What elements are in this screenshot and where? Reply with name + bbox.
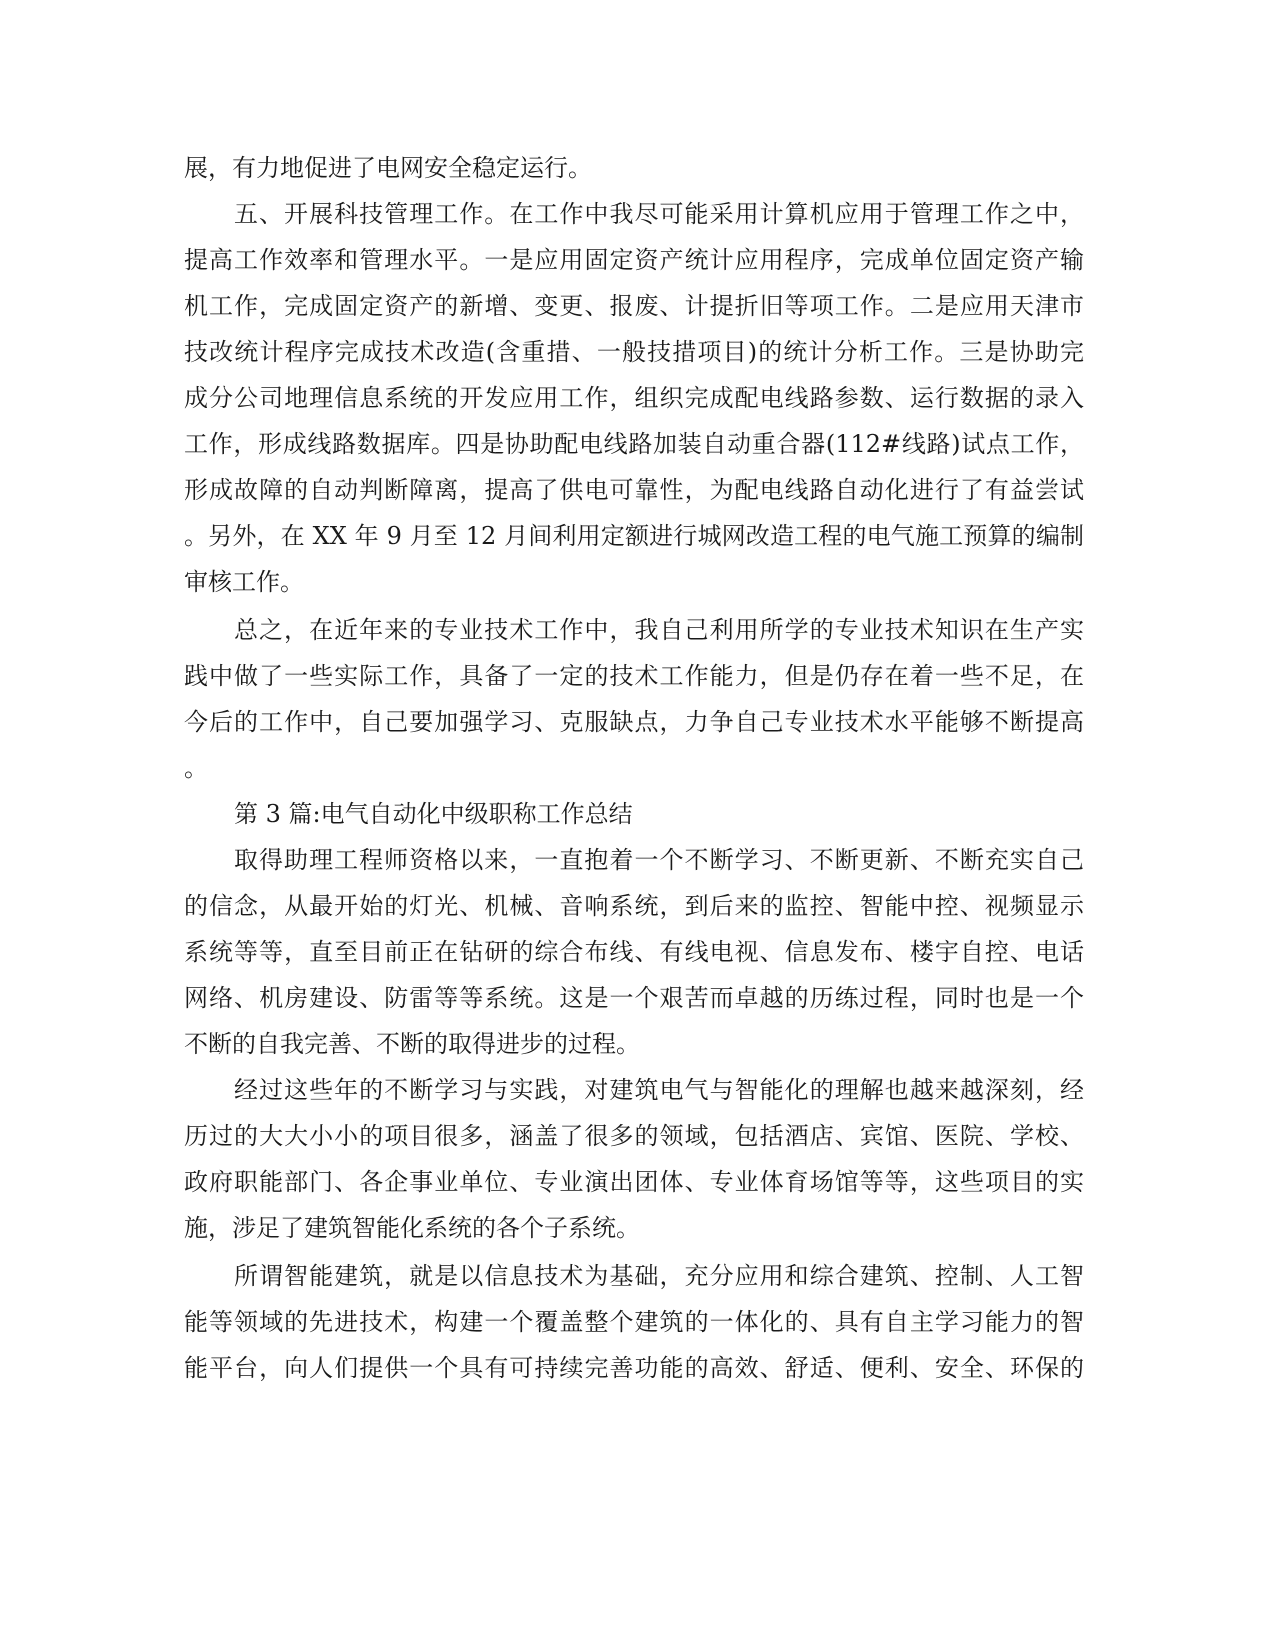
text-line: 能平台，向人们提供一个具有可持续完善功能的高效、舒适、便利、安全、环保的 xyxy=(184,1354,1084,1382)
text-line: 不断的自我完善、不断的取得进步的过程。 xyxy=(184,1030,640,1058)
text-line: 的信念，从最开始的灯光、机械、音响系统，到后来的监控、智能中控、视频显示 xyxy=(184,892,1084,920)
text-line: 五、开展科技管理工作。在工作中我尽可能采用计算机应用于管理工作之中， xyxy=(234,200,1084,228)
text-line: 经过这些年的不断学习与实践，对建筑电气与智能化的理解也越来越深刻，经 xyxy=(234,1076,1084,1104)
text-line: 审核工作。 xyxy=(184,568,304,596)
text-line: 政府职能部门、各企事业单位、专业演出团体、专业体育场馆等等，这些项目的实 xyxy=(184,1168,1084,1196)
text-line: 形成故障的自动判断障离，提高了供电可靠性，为配电线路自动化进行了有益尝试 xyxy=(184,476,1084,504)
text-line: 施，涉足了建筑智能化系统的各个子系统。 xyxy=(184,1214,640,1242)
text-line: 成分公司地理信息系统的开发应用工作，组织完成配电线路参数、运行数据的录入 xyxy=(184,384,1084,412)
text-line: 提高工作效率和管理水平。一是应用固定资产统计应用程序，完成单位固定资产输 xyxy=(184,246,1084,274)
section-heading: 第 3 篇:电气自动化中级职称工作总结 xyxy=(234,800,633,828)
text-line: 历过的大大小小的项目很多，涵盖了很多的领域，包括酒店、宾馆、医院、学校、 xyxy=(184,1122,1084,1150)
text-line: 系统等等，直至目前正在钻研的综合布线、有线电视、信息发布、楼宇自控、电话 xyxy=(184,938,1084,966)
text-line: 能等领域的先进技术，构建一个覆盖整个建筑的一体化的、具有自主学习能力的智 xyxy=(184,1308,1084,1336)
text-line: 展，有力地促进了电网安全稳定运行。 xyxy=(184,154,592,182)
text-line: 。 xyxy=(184,754,208,782)
text-line: 技改统计程序完成技术改造(含重措、一般技措项目)的统计分析工作。三是协助完 xyxy=(184,338,1084,366)
text-line: 总之，在近年来的专业技术工作中，我自己利用所学的专业技术知识在生产实 xyxy=(234,616,1084,644)
text-line: 机工作，完成固定资产的新增、变更、报废、计提折旧等项工作。二是应用天津市 xyxy=(184,292,1084,320)
text-line: 。另外，在 XX 年 9 月至 12 月间利用定额进行城网改造工程的电气施工预算的编制 xyxy=(184,522,1084,550)
text-line: 践中做了一些实际工作，具备了一定的技术工作能力，但是仍存在着一些不足，在 xyxy=(184,662,1084,690)
text-line: 所谓智能建筑，就是以信息技术为基础，充分应用和综合建筑、控制、人工智 xyxy=(234,1262,1084,1290)
text-line: 工作，形成线路数据库。四是协助配电线路加装自动重合器(112#线路)试点工作， xyxy=(184,430,1084,458)
text-line: 取得助理工程师资格以来，一直抱着一个不断学习、不断更新、不断充实自己 xyxy=(234,846,1084,874)
text-line: 网络、机房建设、防雷等等系统。这是一个艰苦而卓越的历练过程，同时也是一个 xyxy=(184,984,1084,1012)
text-line: 今后的工作中，自己要加强学习、克服缺点，力争自己专业技术水平能够不断提高 xyxy=(184,708,1084,736)
